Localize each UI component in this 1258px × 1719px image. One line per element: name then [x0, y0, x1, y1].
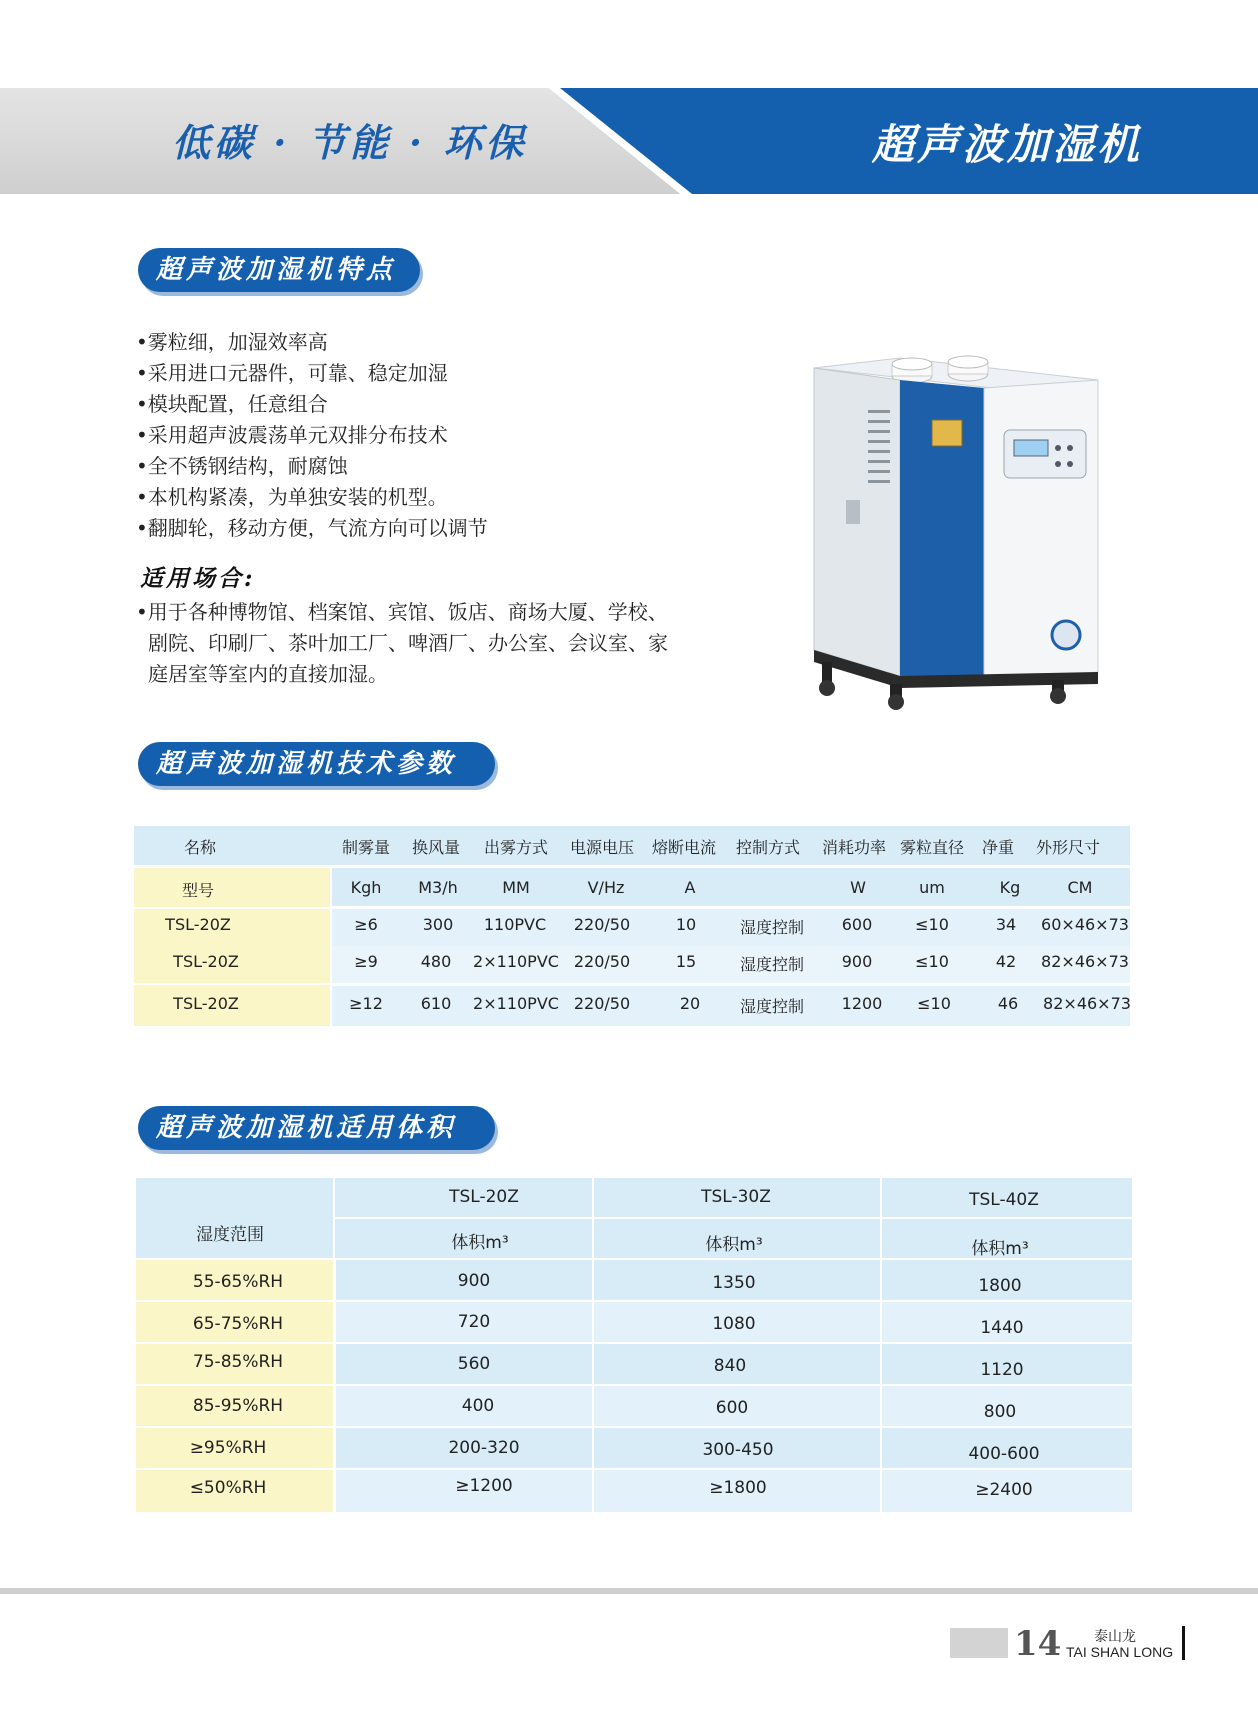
spec-data-cell: 220/50: [573, 994, 631, 1013]
volume-cell: 1120: [980, 1360, 1024, 1380]
spec-data-cell: 82×46×73: [1041, 952, 1129, 971]
spec-header-cell: 控制方式: [735, 838, 800, 857]
brand-name-en: TAI SHAN LONG: [1066, 1644, 1174, 1660]
spec-data-cell: 220/50: [573, 952, 631, 971]
spec-header-cell: 熔断电流: [651, 838, 716, 857]
spec-unit-cell: Kg: [999, 878, 1021, 897]
page-title: 超声波加湿机: [872, 120, 1143, 169]
spec-data-cell: 480: [420, 952, 452, 971]
spec-data-cell: 110PVC: [483, 915, 547, 934]
feature-item: •本机构紧凑，为单独安装的机型。: [136, 485, 448, 509]
volume-cell: ≥1200: [455, 1476, 513, 1496]
volume-cell: 840: [713, 1356, 747, 1376]
spec-data-cell: 34: [995, 915, 1017, 934]
volume-cell: 400-600: [968, 1444, 1040, 1464]
volume-cell: 560: [457, 1354, 491, 1374]
spec-header-cell: 消耗功率: [821, 838, 886, 857]
spec-data-cell: TSL-20Z: [165, 915, 231, 934]
spec-unit-cell: W: [850, 878, 866, 897]
features-section-title: 超声波加湿机特点: [138, 248, 420, 292]
usage-line: 庭居室等室内的直接加湿。: [148, 662, 388, 686]
volume-cell: ≥1800: [709, 1478, 767, 1498]
volume-cell: 1440: [980, 1318, 1024, 1338]
brand-divider-bar: [1182, 1626, 1185, 1660]
spec-data-cell: ≤10: [915, 952, 949, 971]
spec-unit-cell: 型号: [181, 881, 214, 900]
spec-unit-cell: um: [919, 878, 945, 897]
humidity-range-cell: ≤50%RH: [189, 1478, 267, 1498]
spec-data-cell: TSL-20Z: [173, 994, 239, 1013]
volume-cell: 800: [983, 1402, 1017, 1422]
spec-data-cell: ≥6: [354, 915, 378, 934]
volume-cell: 900: [457, 1271, 491, 1291]
spec-unit-cell: V/Hz: [587, 878, 625, 897]
volume-section-title: 超声波加湿机适用体积: [138, 1106, 495, 1150]
spec-data-cell: 10: [675, 915, 697, 934]
volume-cell: 200-320: [448, 1438, 520, 1458]
volume-unit-header: 体积m³: [971, 1239, 1029, 1259]
volume-unit-header: 体积m³: [451, 1233, 509, 1253]
spec-data-cell: ≥9: [354, 952, 378, 971]
volume-cell: 1080: [712, 1314, 756, 1334]
spec-data-cell: 湿度控制: [739, 918, 804, 937]
spec-data-cell: ≥12: [349, 994, 383, 1013]
feature-item: •全不锈钢结构，耐腐蚀: [136, 454, 348, 478]
model-header: TSL-20Z: [449, 1187, 519, 1207]
volume-cell: 400: [461, 1396, 495, 1416]
feature-item: •采用进口元器件，可靠、稳定加湿: [136, 361, 448, 385]
volume-cell: ≥2400: [975, 1480, 1033, 1500]
spec-unit-cell: Kgh: [350, 878, 382, 897]
spec-data-cell: 610: [420, 994, 452, 1013]
volume-cell: 600: [715, 1398, 749, 1418]
spec-data-cell: 20: [679, 994, 701, 1013]
spec-header-cell: 外形尺寸: [1035, 838, 1100, 857]
spec-header-cell: 出雾方式: [483, 838, 548, 857]
spec-data-cell: 15: [675, 952, 697, 971]
spec-data-cell: 900: [841, 952, 873, 971]
humidity-range-cell: 75-85%RH: [192, 1352, 284, 1372]
spec-data-cell: 600: [841, 915, 873, 934]
spec-data-cell: 湿度控制: [739, 955, 804, 974]
volume-cell: 1350: [712, 1273, 756, 1293]
spec-header-cell: 净重: [981, 838, 1014, 857]
volume-unit-header: 体积m³: [705, 1235, 763, 1255]
spec-header-cell: 雾粒直径: [899, 838, 964, 857]
spec-header-cell: 电源电压: [569, 838, 634, 857]
page-number: 14: [1014, 1624, 1062, 1664]
usage-line: 剧院、印刷厂、茶叶加工厂、啤酒厂、办公室、会议室、家: [148, 631, 668, 655]
spec-data-cell: ≤10: [917, 994, 951, 1013]
feature-item: •翻脚轮，移动方便，气流方向可以调节: [136, 516, 488, 540]
model-header: TSL-40Z: [969, 1190, 1039, 1210]
footer-gray-block: [950, 1628, 1008, 1658]
usage-line: •用于各种博物馆、档案馆、宾馆、饭店、商场大厦、学校、: [136, 600, 668, 624]
humidity-range-cell: 55-65%RH: [192, 1272, 284, 1292]
spec-data-cell: 82×46×73: [1043, 994, 1131, 1013]
spec-data-cell: 60×46×73: [1041, 915, 1129, 934]
spec-data-cell: 46: [997, 994, 1019, 1013]
spec-header-cell: 换风量: [411, 838, 460, 857]
spec-header-cell: 制雾量: [341, 838, 390, 857]
spec-unit-cell: A: [684, 878, 696, 897]
spec-data-cell: 1200: [841, 994, 883, 1013]
usage-title: 适用场合:: [140, 565, 256, 592]
spec-data-cell: 300: [422, 915, 454, 934]
spec-data-cell: 42: [995, 952, 1017, 971]
spec-data-cell: 2×110PVC: [473, 994, 559, 1013]
spec-header-cell: 名称: [183, 838, 216, 857]
brand-name-cn: 泰山龙: [1094, 1629, 1136, 1645]
model-header: TSL-30Z: [701, 1187, 771, 1207]
spec-unit-cell: M3/h: [418, 878, 458, 897]
spec-data-cell: TSL-20Z: [173, 952, 239, 971]
spec-data-cell: 湿度控制: [739, 997, 804, 1016]
feature-item: •雾粒细，加湿效率高: [136, 330, 328, 354]
range-label: 湿度范围: [196, 1225, 264, 1245]
humidifier-product-image: [808, 350, 1108, 710]
spec-data-cell: 2×110PVC: [473, 952, 559, 971]
spec-data-cell: ≤10: [915, 915, 949, 934]
volume-cell: 1800: [978, 1276, 1022, 1296]
humidity-range-cell: 65-75%RH: [192, 1314, 284, 1334]
header-slogan: 低碳 · 节能 · 环保: [172, 120, 528, 165]
spec-section-title: 超声波加湿机技术参数: [138, 742, 495, 786]
feature-item: •模块配置，任意组合: [136, 392, 328, 416]
humidity-range-cell: ≥95%RH: [189, 1438, 267, 1458]
humidity-range-cell: 85-95%RH: [192, 1396, 284, 1416]
spec-unit-cell: MM: [502, 878, 530, 897]
feature-item: •采用超声波震荡单元双排分布技术: [136, 423, 448, 447]
spec-unit-cell: CM: [1067, 878, 1093, 897]
spec-data-cell: 220/50: [573, 915, 631, 934]
footer-divider: [0, 1588, 1258, 1594]
volume-cell: 720: [457, 1312, 491, 1332]
volume-cell: 300-450: [702, 1440, 774, 1460]
